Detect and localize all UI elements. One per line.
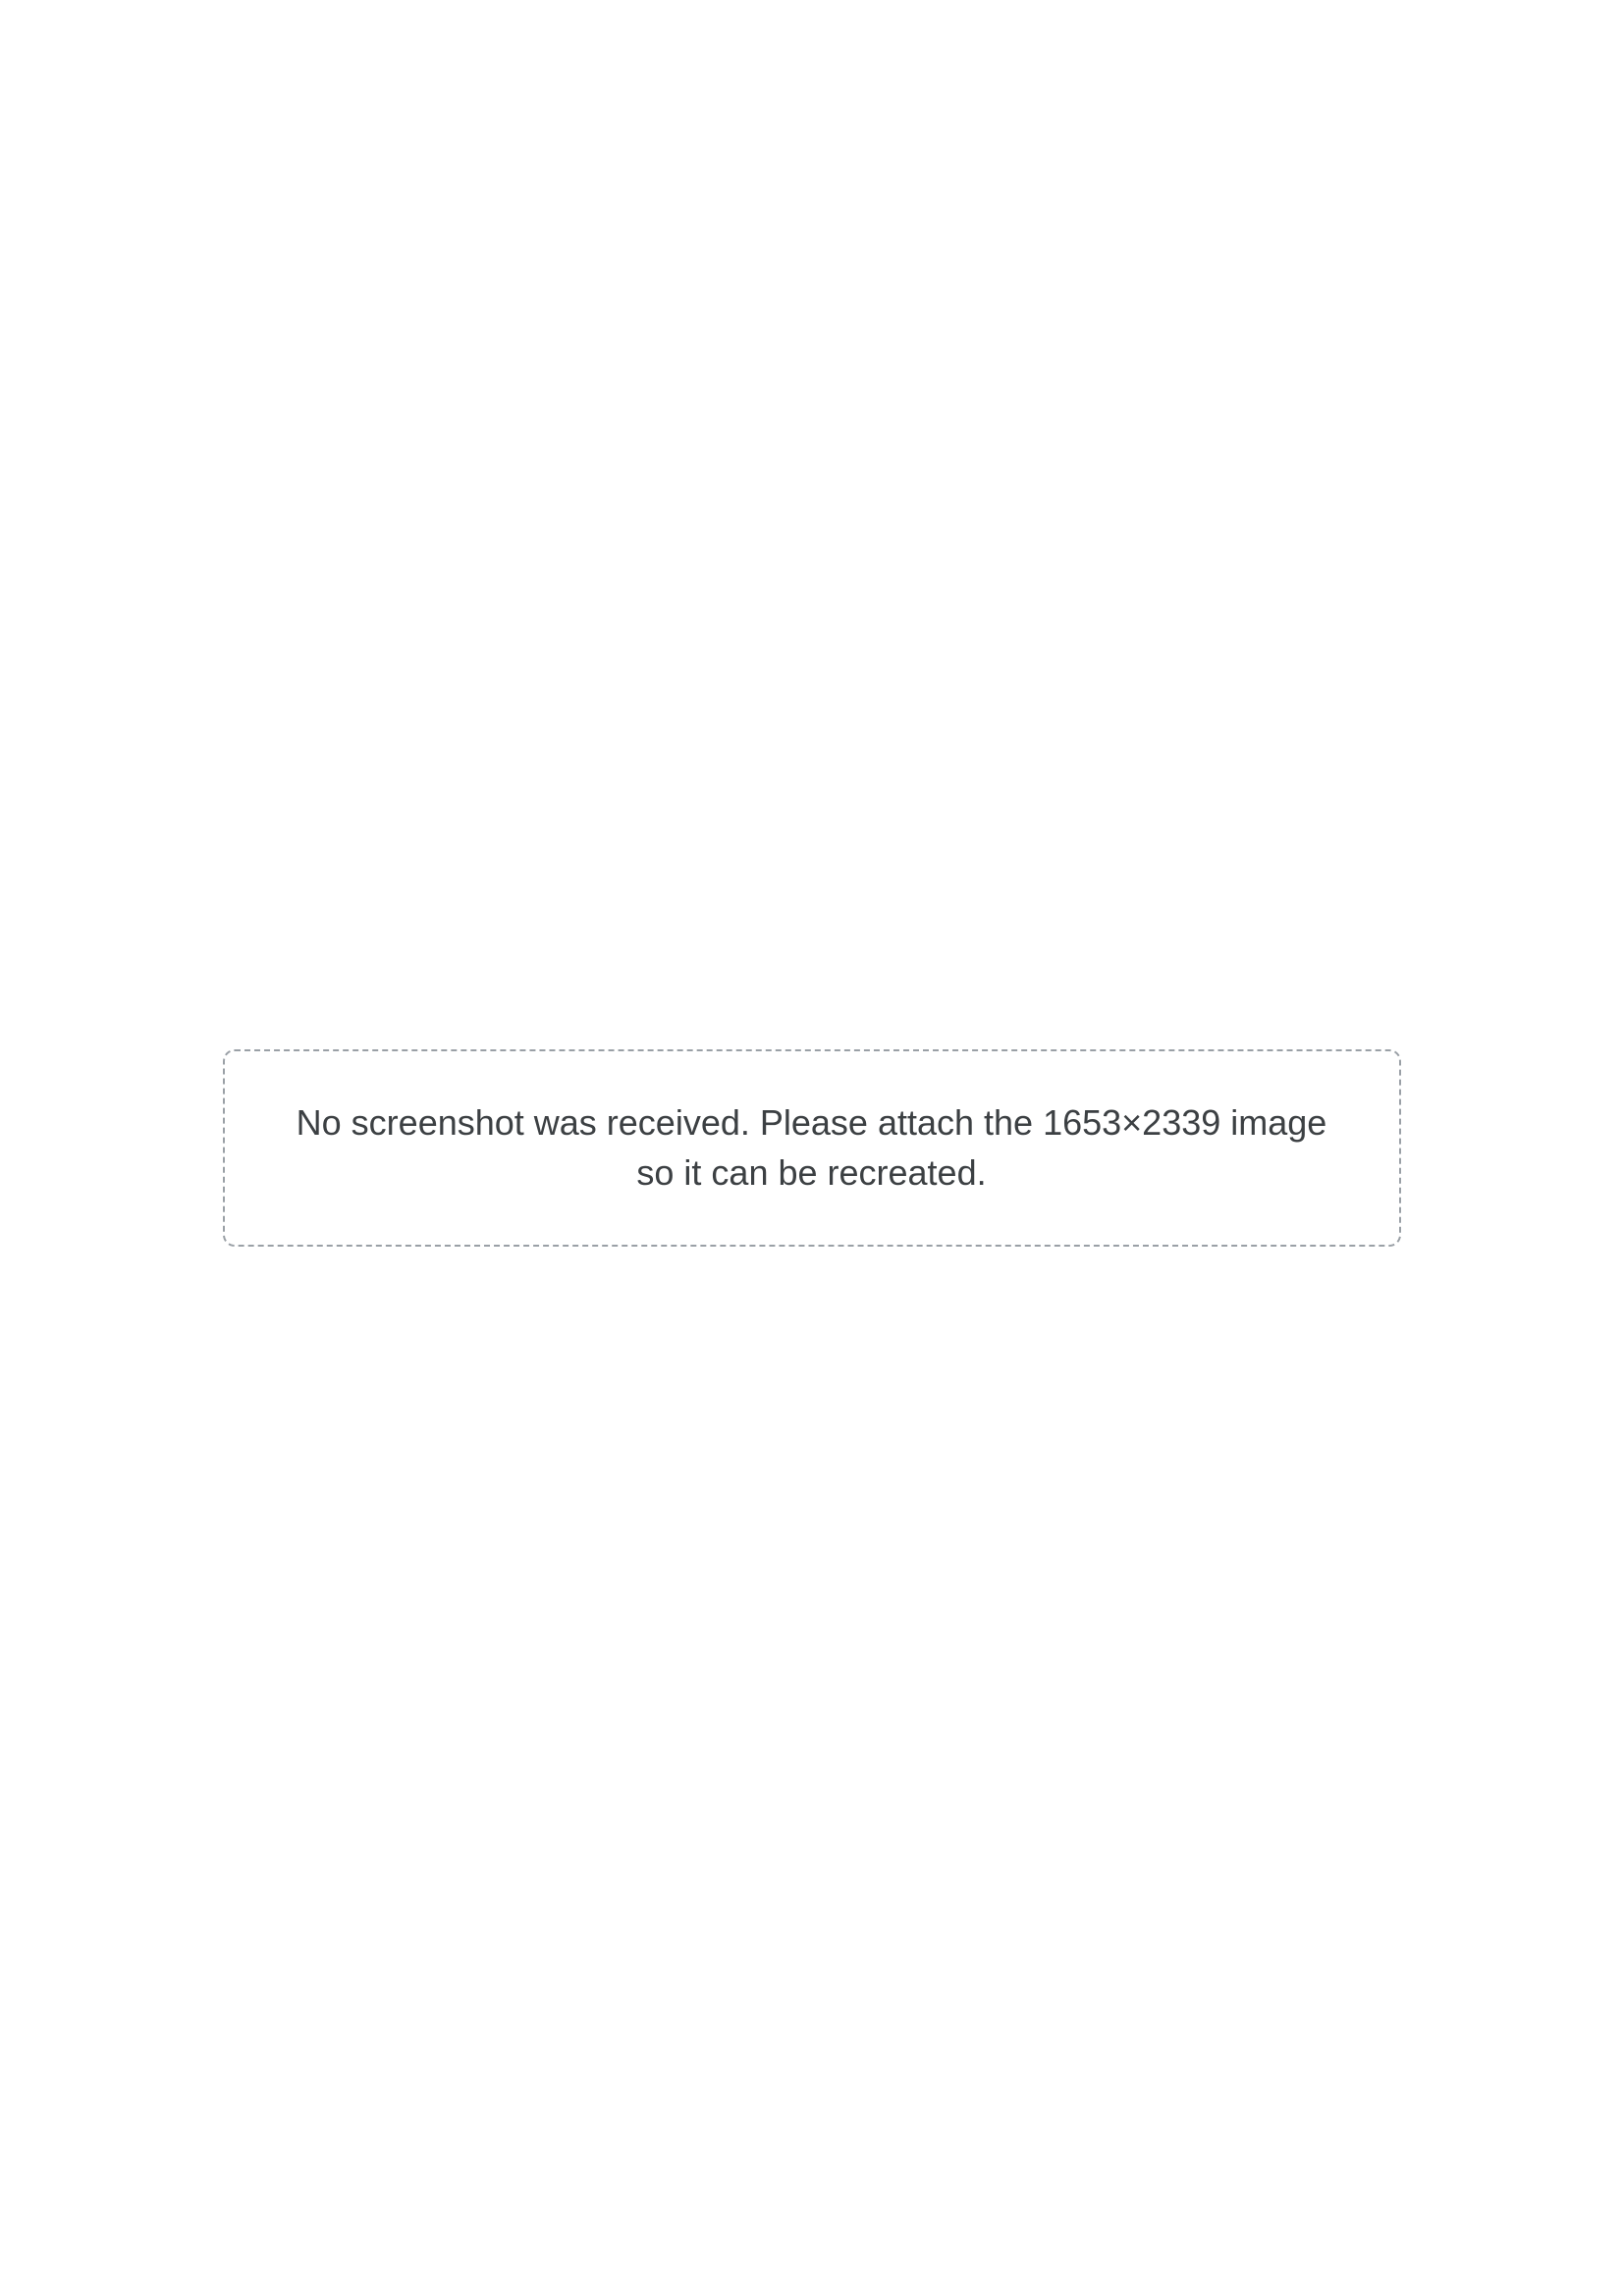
missing-image-notice: No screenshot was received. Please attach the 1653×2339 image so it can be recreated. (223, 1049, 1401, 1247)
